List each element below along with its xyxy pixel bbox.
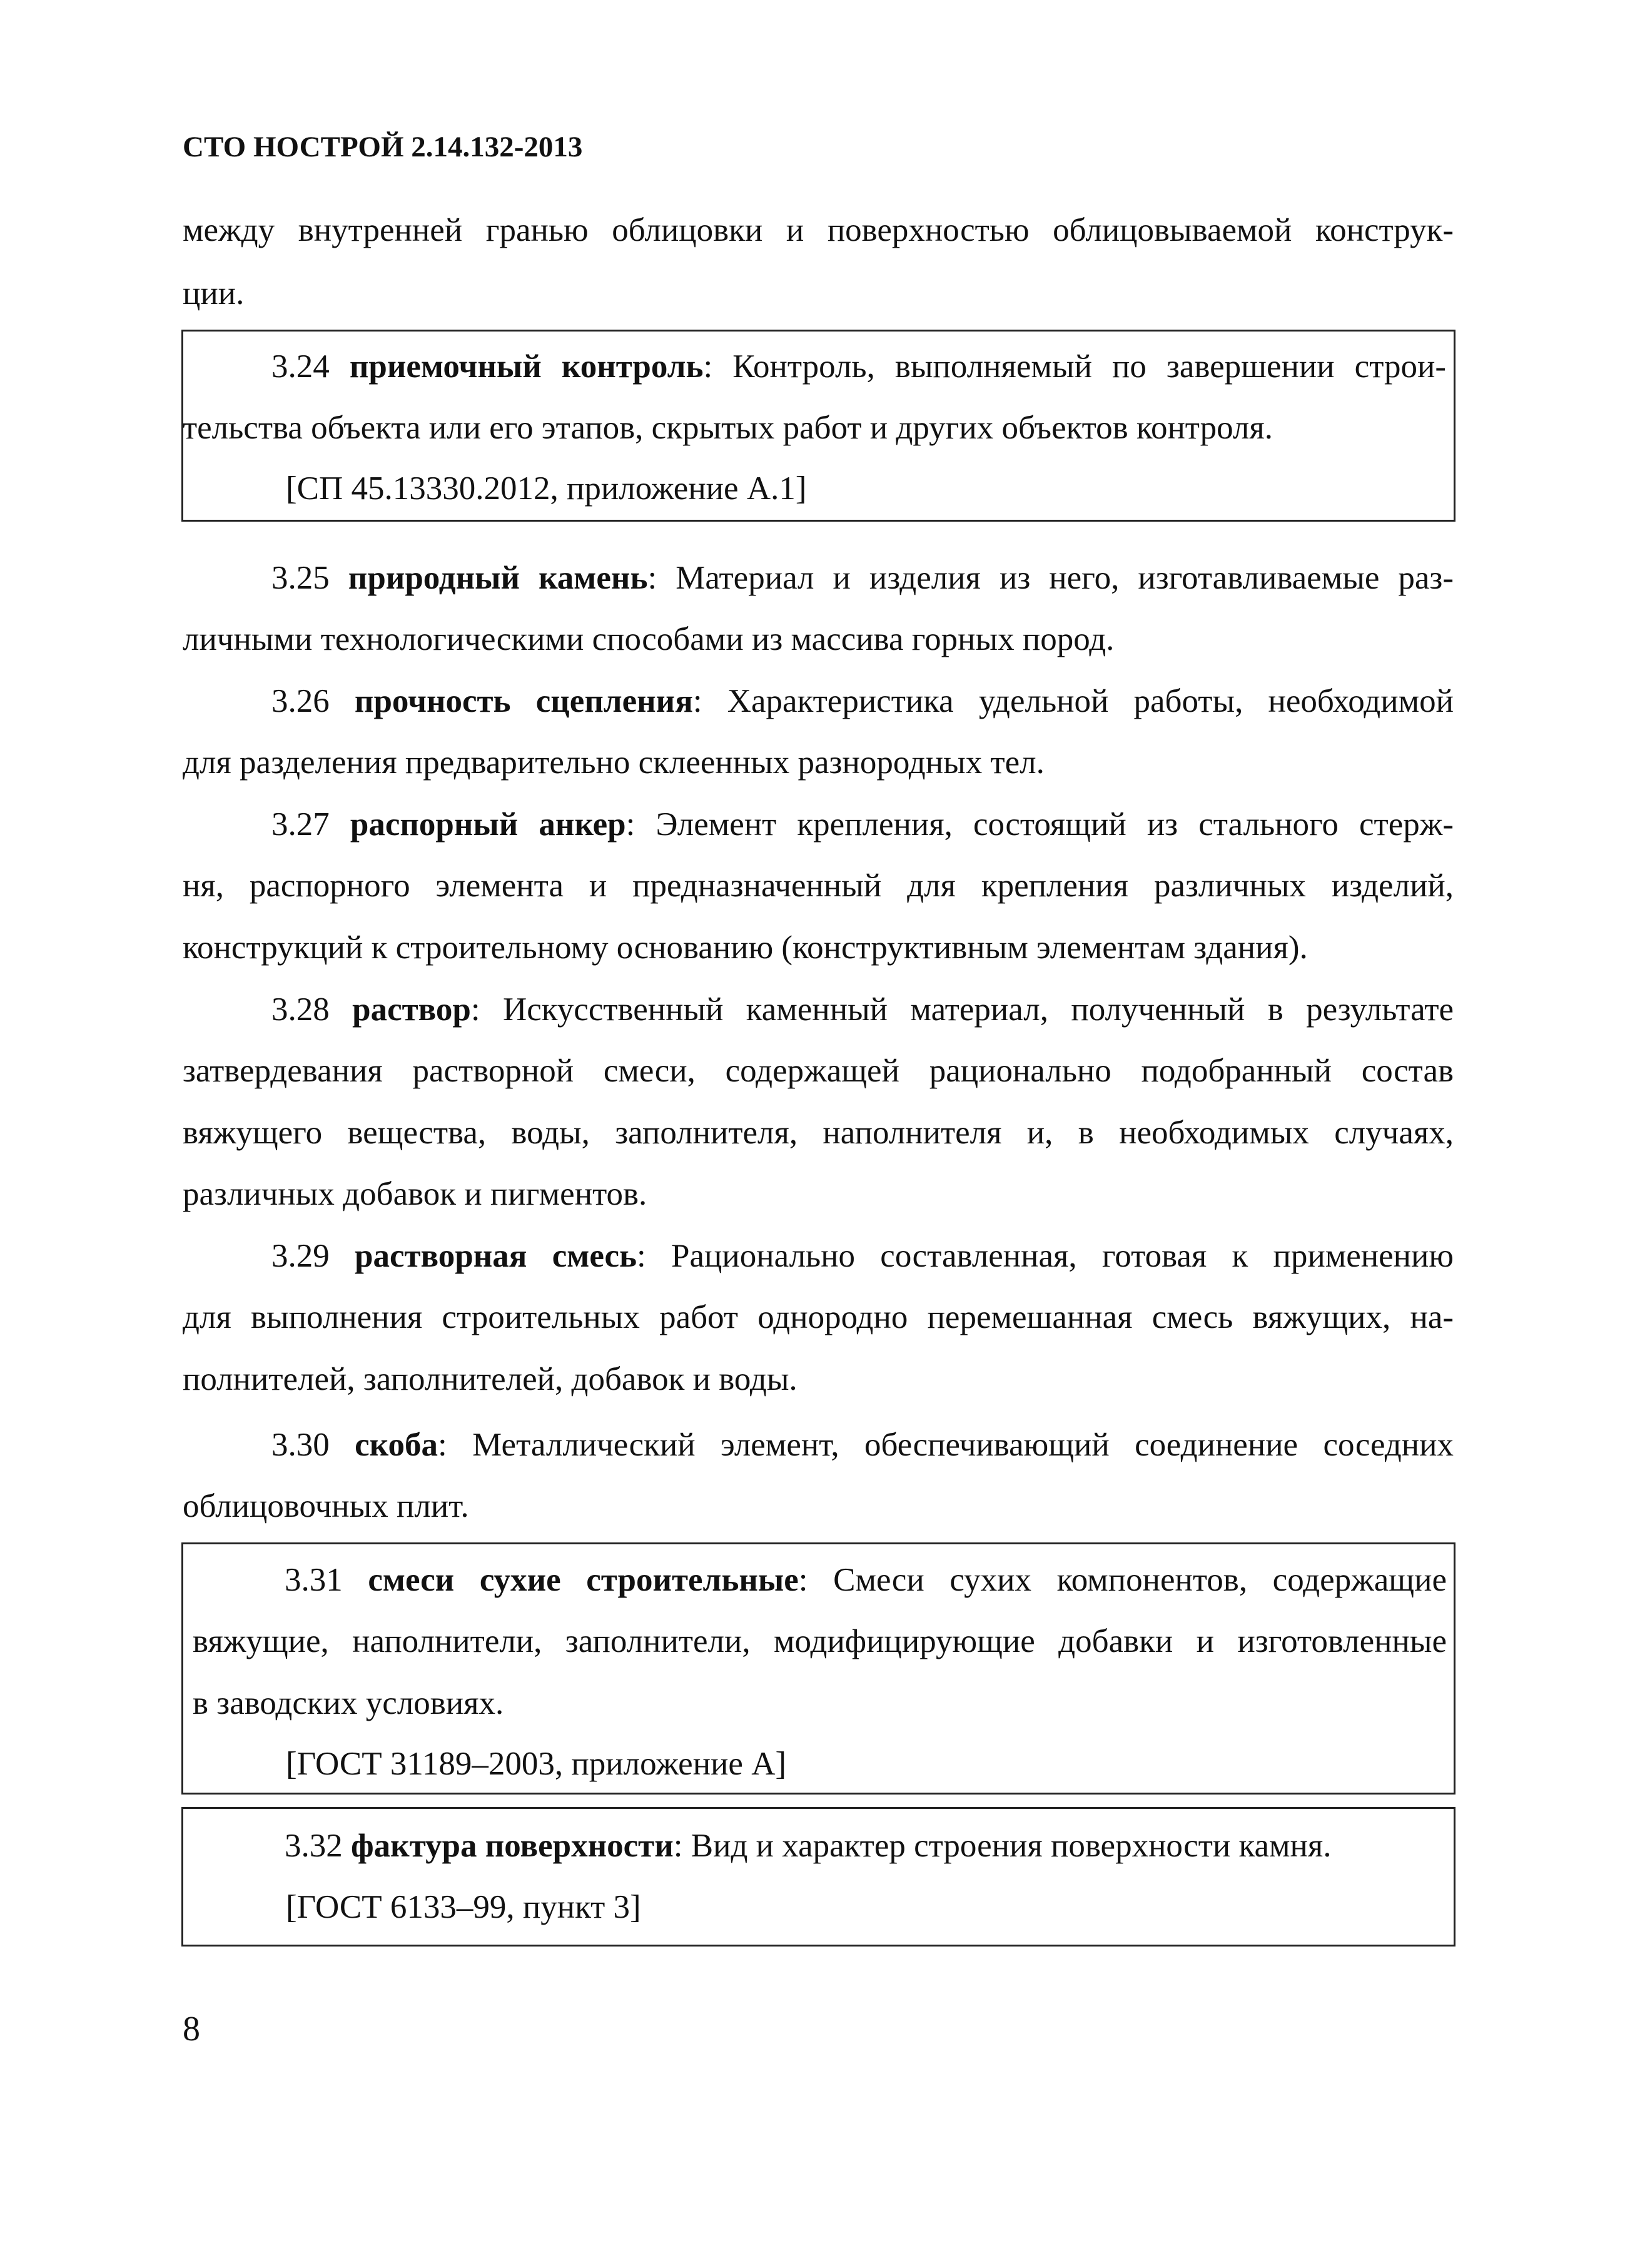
definition-term: распорный анкер — [350, 806, 626, 843]
entry-number: 3.25 — [271, 560, 330, 596]
definition-text: : Рационально составленная, готовая к применению — [637, 1238, 1454, 1274]
definition-term: растворная смесь — [354, 1238, 637, 1274]
definition-line — [271, 1240, 1454, 1273]
definition-text: : Контроль, выполняемый по завершении строи- — [703, 348, 1447, 385]
document-code-header: СТО НОСТРОЙ 2.14.132-2013 — [183, 131, 583, 163]
definition-line — [285, 1564, 1447, 1597]
definition-line — [271, 808, 1454, 841]
entry-number: 3.27 — [271, 806, 330, 843]
entry-number: 3.31 — [285, 1562, 343, 1598]
definition-text: : Искусственный каменный материал, полученный в результате — [470, 991, 1454, 1028]
definition-term: приемочный контроль — [349, 348, 704, 385]
entry-number: 3.24 — [271, 348, 330, 385]
definition-term: природный камень — [348, 560, 648, 596]
definition-line: ня, распорного элемента и предназначенный для крепления различных изделий, — [183, 868, 1454, 904]
definition-line: полнителей, заполнителей, добавок и воды. — [183, 1361, 797, 1397]
definition-source: [СП 45.13330.2012, приложение А.1] — [286, 470, 807, 507]
definition-line: вяжущего вещества, воды, заполнителя, наполнителя и, в необходимых случаях, — [183, 1115, 1454, 1151]
definition-term: раствор — [352, 991, 471, 1028]
definition-line: затвердевания растворной смеси, содержащей рационально подобранный состав — [183, 1053, 1454, 1089]
definition-line: конструкций к строительному основанию (конструктивным элементам здания). — [183, 929, 1308, 966]
entry-number: 3.29 — [271, 1238, 330, 1274]
definition-term: смеси сухие строительные — [368, 1562, 799, 1598]
definition-text: : Элемент крепления, состоящий из стального стерж- — [625, 806, 1454, 843]
paragraph-line: между внутренней гранью облицовки и поверхностью облицовываемой конструк- — [183, 212, 1454, 248]
definition-line: для разделения предварительно склеенных разнородных тел. — [183, 744, 1045, 781]
definition-text: : Материал и изделия из него, изготавливаемые раз- — [647, 560, 1454, 596]
entry-number: 3.28 — [271, 991, 330, 1028]
definition-line — [271, 993, 1454, 1026]
paragraph-line: ции. — [183, 275, 245, 311]
definition-line — [285, 1830, 1332, 1863]
definition-line — [271, 1429, 1454, 1462]
definition-line — [271, 685, 1454, 718]
definition-text: : Характеристика удельной работы, необходимой — [692, 683, 1454, 719]
definition-line: различных добавок и пигментов. — [183, 1176, 647, 1212]
definition-term: скоба — [355, 1427, 438, 1463]
entry-number: 3.30 — [271, 1427, 330, 1463]
definition-line — [271, 562, 1454, 595]
definition-line: вяжущие, наполнители, заполнители, модифицирующие добавки и изготовленные — [193, 1623, 1447, 1659]
definition-line: тельства объекта или его этапов, скрытых работ и других объектов контроля. — [183, 410, 1273, 446]
definition-line: облицовочных плит. — [183, 1488, 469, 1524]
definition-line: для выполнения строительных работ однородно перемешанная смесь вяжущих, на- — [183, 1299, 1454, 1335]
definition-term: прочность сцепления — [354, 683, 693, 719]
entry-number: 3.32 — [285, 1828, 343, 1864]
page-number: 8 — [183, 2010, 200, 2048]
definition-line: в заводских условиях. — [193, 1685, 504, 1721]
definition-line: личными технологическими способами из массива горных пород. — [183, 621, 1115, 657]
definition-source: [ГОСТ 31189–2003, приложение А] — [286, 1746, 787, 1782]
definition-term: фактура поверхности — [351, 1828, 674, 1864]
definition-text: : Смеси сухих компонентов, содержащие — [798, 1562, 1447, 1598]
definition-source: [ГОСТ 6133–99, пункт 3] — [286, 1889, 641, 1925]
definition-line — [271, 350, 1446, 383]
entry-number: 3.26 — [271, 683, 330, 719]
definition-text: : Металлический элемент, обеспечивающий соединение соседних — [438, 1427, 1454, 1463]
definition-text: : Вид и характер строения поверхности камня. — [673, 1828, 1332, 1864]
